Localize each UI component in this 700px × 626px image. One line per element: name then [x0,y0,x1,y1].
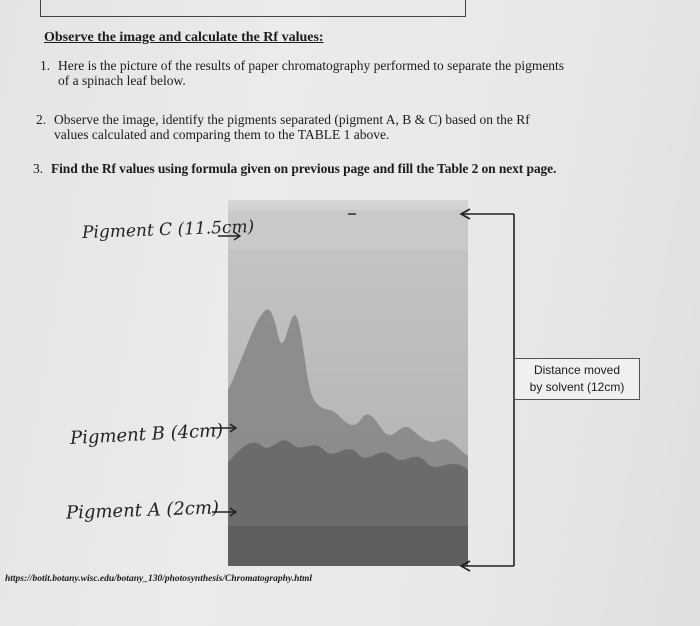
worksheet-heading: Observe the image and calculate the Rf values: [44,30,324,45]
pigment-a-annotation: Pigment A (2cm) [65,497,220,524]
pigment-c-annotation: Pigment C (11.5cm) [81,216,255,244]
instruction-text-line2: values calculated and comparing them to the TABLE 1 above. [54,127,390,142]
instruction-number: 1. [40,58,51,73]
instruction-number: 3. [33,161,44,176]
solvent-label-line2: by solvent (12cm) [529,380,625,394]
source-url: https://botit.botany.wisc.edu/botany_130/photosynthesis/Chromatography.html [5,574,313,584]
instruction-text-line1: Here is the picture of the results of paper chromatography performed to separate the pigments [58,58,565,73]
pigment-b-annotation: Pigment B (4cm) [69,420,224,449]
instruction-number: 2. [36,112,47,127]
instruction-text-line1: Observe the image, identify the pigments separated (pigment A, B & C) based on the Rf [54,112,530,127]
instruction-text-line1: Find the Rf values using formula given on previous page and fill the Table 2 on next page. [51,161,557,176]
instruction-text-line2: of a spinach leaf below. [58,73,186,88]
solvent-label-line1: Distance moved [533,363,621,377]
solvent-distance-label [514,358,640,400]
